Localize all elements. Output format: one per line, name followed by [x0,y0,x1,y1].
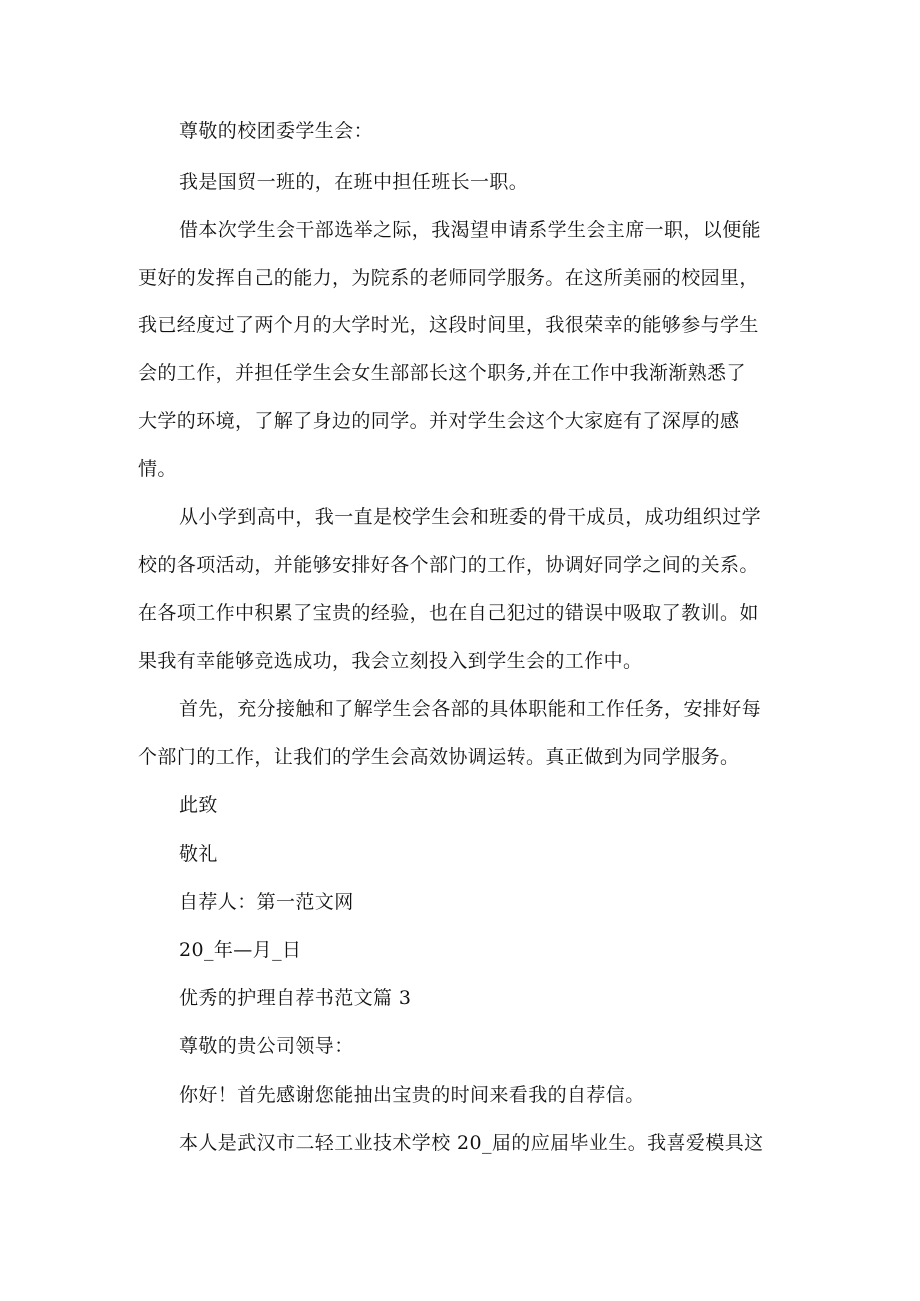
closing-text: 此致 [179,794,218,816]
paragraph-line: 情。 [138,458,177,480]
paragraph-line: 大学的环境，了解了身边的同学。并对学生会这个大家庭有了深厚的感 [138,410,740,432]
paragraph-line: 本人是武汉市二轻工业技术学校 20_届的应届毕业生。我喜爱模具这 [179,1132,764,1154]
date-text: 20_年—月_日 [179,939,302,961]
paragraph-line: 借本次学生会干部选举之际，我渴望申请系学生会主席一职，以便能 [179,219,762,241]
salutation-text: 尊敬的贵公司领导： [179,1035,354,1057]
paragraph-line: 我已经度过了两个月的大学时光，这段时间里，我很荣幸的能够参与学生 [138,314,759,336]
paragraph-line: 更好的发挥自己的能力，为院系的老师同学服务。在这所美丽的校园里， [138,267,759,289]
closing-text: 敬礼 [179,843,218,865]
paragraph-line: 首先，充分接触和了解学生会各部的具体职能和工作任务，安排好每 [179,698,762,720]
greeting-text: 你好！首先感谢您能抽出宝贵的时间来看我的自荐信。 [179,1084,645,1106]
intro-text: 我是国贸一班的，在班中担任班长一职。 [179,171,529,193]
paragraph-line: 校的各项活动，并能够安排好各个部门的工作，协调好同学之间的关系。 [138,554,759,576]
salutation-text: 尊敬的校团委学生会： [179,120,374,142]
section-title: 优秀的护理自荐书范文篇 3 [179,987,412,1009]
paragraph-line: 果我有幸能够竞选成功，我会立刻投入到学生会的工作中。 [138,650,643,672]
paragraph-line: 会的工作，并担任学生会女生部部长这个职务,并在工作中我渐渐熟悉了 [138,362,746,384]
paragraph-line: 个部门的工作，让我们的学生会高效协调运转。真正做到为同学服务。 [138,746,740,768]
paragraph-line: 在各项工作中积累了宝贵的经验，也在自己犯过的错误中吸取了教训。如 [138,602,759,624]
paragraph-line: 从小学到高中，我一直是校学生会和班委的骨干成员，成功组织过学 [179,506,762,528]
signer-text: 自荐人：第一范文网 [179,891,354,913]
